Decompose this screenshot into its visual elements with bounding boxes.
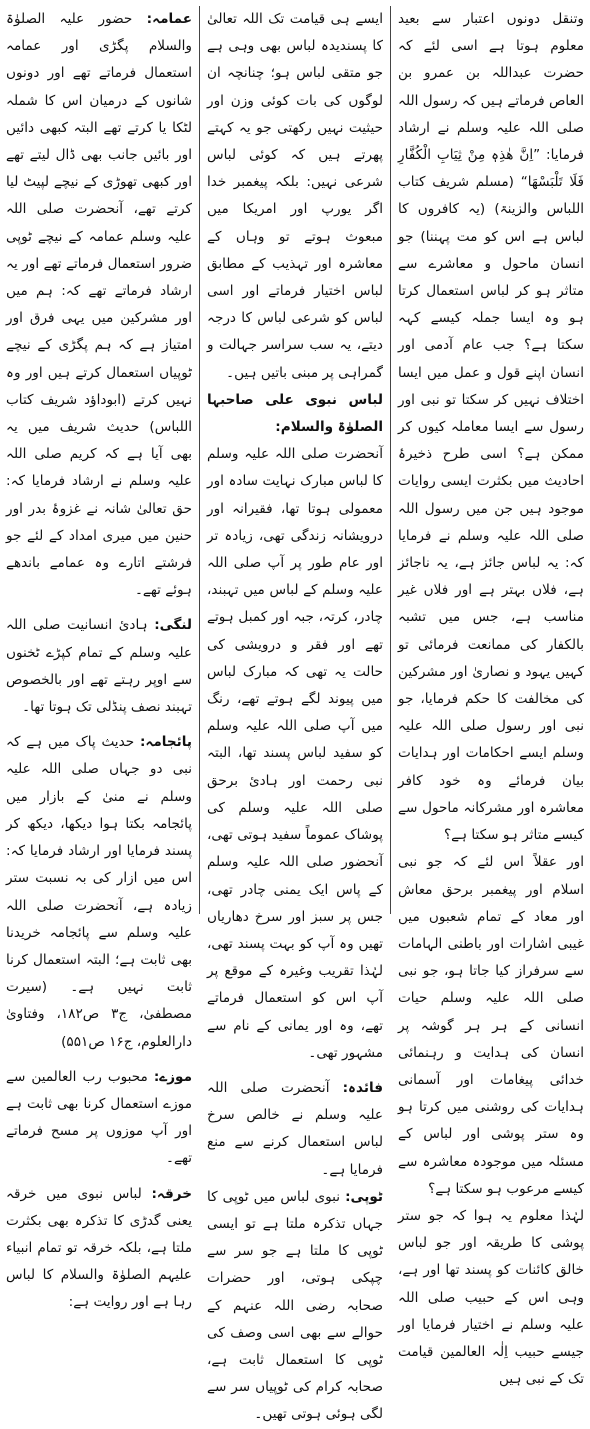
khirqa-label: خرقہ:	[151, 1185, 192, 1202]
note-text: آنحضرت صلی اللہ علیہ وسلم نے خالص سرخ لباس استعمال کرنے سے منع فرمایا ہے۔	[207, 1079, 383, 1178]
section-heading: لباس نبوی علی صاحبہا الصلوٰۃ والسلام:	[207, 391, 383, 436]
turban-text: حضور علیہ الصلوٰۃ والسلام پگڑی اور عمامہ استعمال فرماتے تھے اور دونوں شانوں کے درمیان اس کا شملہ لٹکا یا کرتے تھے البتہ کبھی دائیں اور بائیں جانب بھی ڈال لیتے تھے اور کبھی تھوڑی کے نیچے لپیٹ لیا کرتے تھے، آنحضرت صلی اللہ علیہ وسلم عمامہ کے نیچے ٹوپی ضرور استعمال فرماتے تھے اور یہ ارشاد فرماتے تھے کہ: ہم میں اور مشرکین میں یہی فرق اور امتیاز ہے کہ ہم پگڑی کے نیچے ٹوپیاں استعمال کرتے ہیں اور وہ نہیں کرتے (ابوداؤد شریف کتاب اللباس) حدیث شریف میں یہ بھی آیا ہے کہ کریم صلی اللہ علیہ وسلم نے ارشاد فرمایا کہ: حق تعالیٰ شانہ نے غزوۂ بدر اور حنین میں میری امداد کے لئے جو فرشتے اتارے وہ عمامے باندھے ہوئے تھے۔	[6, 11, 192, 599]
turban-paragraph	[6, 6, 192, 604]
socks-label: موزے:	[153, 1068, 192, 1085]
pajama-label: پائجامہ:	[139, 734, 192, 751]
note-paragraph	[207, 1075, 383, 1184]
cap-text: نبوی لباس میں ٹوپی کا جہاں تذکرہ ملتا ہے تو ایسی ٹوپی کا ملتا ہے جو سر سے چپکی ہوتی، اور حضرات صحابہ رضی اللہ عنہم کے حوالے سے بھی اسی وصف کی ٹوپی کا استعمال ثابت ہے، صحابہ کرام کی ٹوپیاں سر سے لگی ہوئی ہوتی تھیں۔	[207, 1188, 383, 1423]
lungi-label: لنگی:	[154, 617, 192, 634]
paragraph: وتنقل دونوں اعتبار سے بعید معلوم ہوتا ہے اسی لئے کہ حضرت عبداللہ بن عمرو بن العاص فرماتے ہیں کہ رسول اللہ صلی اللہ علیہ وسلم نے ارشاد فرمایا: ”اِنَّ ھٰذِہٖ مِنْ ثِیَابِ الْکُفَّارِ فَلَا تَلْبَسْھَا“ (مسلم شریف کتاب اللباس والزینۃ) (یہ کافروں کا لباس ہے اس کو مت پہننا) جو انسان ماحول و معاشرے سے متاثر ہو کر لباس استعمال کرتا ہو وہ ایسا جملہ کیسے کہہ سکتا ہے؟ جب عام آدمی اور انسان اپنے قول و عمل میں ایسا اختلاف نہیں کر سکتا تو نبی اور رسول سے ایسا معاملہ کیوں کر ممکن ہے؟ اسی طرح ذخیرۂ احادیث میں بکثرت ایسی روایات موجود ہیں جن میں رسول اللہ صلی اللہ علیہ وسلم نے فرمایا کہ: یہ لباس جائز ہے، یہ ناجائز ہے، فلاں بہتر ہے اور فلاں غیر مناسب ہے، جس میں تشبہ بالکفار کی ممانعت فرمائی تو کہیں یہود و نصاریٰ اور مشرکین کی مخالفت کا حکم فرمایا، جو نبی اور رسول صلی اللہ علیہ وسلم ایسے احکامات اور ہدایات بیان فرمائے وہ خود کافر معاشرہ اور مشرکانہ ماحول سے کیسے متاثر ہو سکتا ہے؟	[398, 11, 584, 844]
pajama-paragraph	[6, 729, 192, 1055]
paragraph: آنحضرت صلی اللہ علیہ وسلم کا لباس مبارک نہایت سادہ اور معمولی ہوتا تھا، فقیرانہ اور درویشانہ زندگی تھی، زیادہ تر اور عام طور پر آپ صلی اللہ علیہ وسلم کے لباس میں تہبند، چادر، کرتہ، جبہ اور کمبل ہوتے تھے اور فقر و درویشی کی حالت یہ تھی کہ مبارک لباس میں پیوند لگے ہوتے تھے، رنگ میں آپ صلی اللہ علیہ وسلم کو سفید لباس پسند تھا، البتہ نبی رحمت اور ہادیٔ برحق صلی اللہ علیہ وسلم کی پوشاک عموماً سفید ہوتی تھی، آنحضور صلی اللہ علیہ وسلم کے پاس ایک یمنی چادر تھی، جس پر سبز اور سرخ دھاریاں تھیں وہ آپ کو بہت پسند تھی، لہٰذا تقریب وغیرہ کے موقع پر آپ اس کو استعمال فرماتے تھے، وہ اور یمانی کے نام سے مشہور تھی۔	[207, 446, 383, 1061]
lungi-paragraph	[6, 612, 192, 721]
khirqa-text: لباس نبوی میں خرقہ یعنی گدڑی کا تذکرہ بھی بکثرت ملتا ہے، بلکہ خرقہ تو تمام انبیاء علیہم الصلوٰۃ والسلام کا لباس رہا ہے اور روایت ہے:	[6, 1185, 192, 1311]
text-column-right	[391, 6, 584, 1388]
khirqa-paragraph	[6, 1181, 192, 1317]
cap-label: ٹوپی:	[345, 1188, 383, 1205]
cap-paragraph	[207, 1184, 383, 1429]
lungi-text: ہادیٔ انسانیت صلی اللہ علیہ وسلم کے تمام کپڑے ٹخنوں سے اوپر رہتے تھے اور بالخصوص تہبند نصف پنڈلی تک ہوتا تھا۔	[6, 617, 192, 716]
paragraph: لہٰذا معلوم یہ ہوا کہ جو ستر پوشی کا طریقہ اور جو لباس خالق کائنات کو پسند تھا اور ہے، وہی اس کے حبیب صلی اللہ علیہ وسلم نے اختیار فرمایا اور جیسے حبیب اِلٰہ العالمین قیامت تک کے نبی ہیں	[398, 1207, 584, 1388]
pajama-text: حدیث پاک میں ہے کہ نبی دو جہاں صلی اللہ علیہ وسلم نے منیٰ کے بازار میں پائجامہ بکتا ہوا دیکھا، دیکھ کر پسند فرمایا اور ارشاد فرمایا کہ: اس میں ازار کی بہ نسبت ستر زیادہ ہے، آنحضرت صلی اللہ علیہ وسلم سے پائجامہ خریدنا بھی ثابت ہے؛ البتہ استعمال کرنا ثابت نہیں ہے۔ (سیرت مصطفیٰ، ج۳ ص۱۸۲، وفتاویٰ دارالعلوم، ج۱۶ ص۵۵۱)	[6, 734, 192, 1050]
note-label: فائدہ:	[342, 1079, 383, 1096]
turban-label: عمامہ:	[146, 11, 192, 27]
paragraph: ایسے ہی قیامت تک اللہ تعالیٰ کا پسندیدہ لباس بھی وہی ہے جو متقی لباس ہو؛ چنانچہ ان لوگوں کی بات کوئی وزن اور حیثیت نہیں رکھتی جو یہ کہتے پھرتے ہیں کہ کوئی لباس شرعی نہیں: بلکہ پیغمبر خدا اگر یورپ اور امریکا میں مبعوث ہوتے تو وہاں کے معاشرہ اور تہذیب کے مطابق لباس اختیار فرماتے اور اسی لباس کو شرعی لباس کا درجہ دیتے، یہ سب سراسر جہالت و گمراہی پر مبنی باتیں ہیں۔	[207, 11, 383, 381]
socks-paragraph	[6, 1064, 192, 1173]
socks-text: محبوب رب العالمین سے موزے استعمال کرنا بھی ثابت ہے اور آپ موزوں پر مسح فرماتے تھے۔	[6, 1068, 192, 1167]
text-column-left	[6, 6, 199, 1311]
text-column-middle	[199, 6, 391, 1423]
paragraph: اور عقلاً اس لئے کہ جو نبی اسلام اور پیغمبر برحق معاش اور معاد کے تمام شعبوں میں غیبی اشارات اور باطنی الہامات سے سرفراز کیا جاتا ہو، جو نبی صلی اللہ علیہ وسلم حیات انسانی کے ہر ہر گوشہ پر انسان کی ہدایت و رہنمائی خدائی پیغامات اور آسمانی ہدایات کی روشنی میں کرتا ہو وہ ستر پوشی اور لباس کے مسئلہ میں موجودہ معاشرہ سے کیسے مرعوب ہو سکتا ہے؟	[398, 854, 584, 1197]
